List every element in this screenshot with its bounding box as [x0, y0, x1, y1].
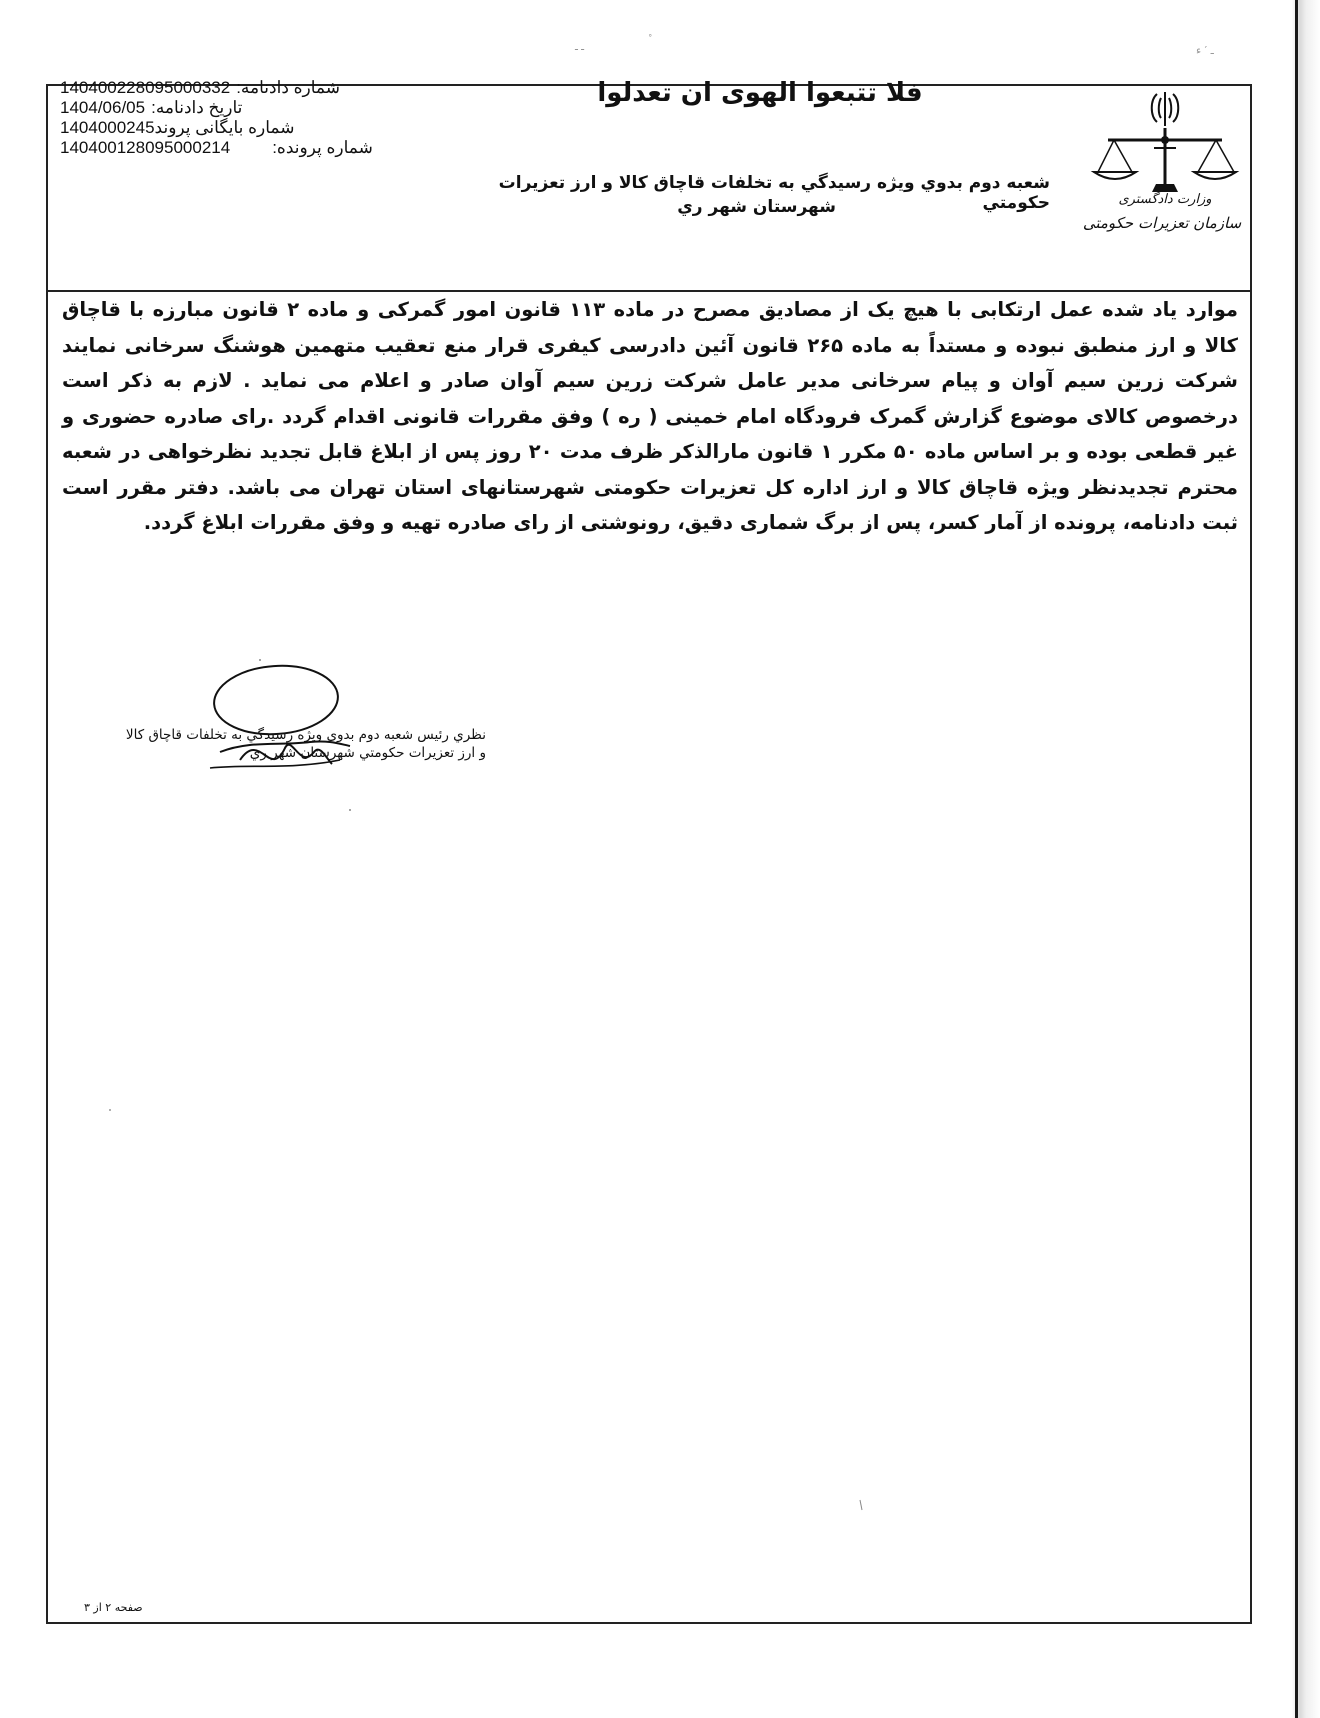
- signature-caption-line1: نظري رئيس شعبه دوم بدوي ويژه رسيدگي به تخلفات قاچاق كالا: [125, 727, 486, 743]
- signature-caption-line2: و ارز تعزيرات حكومتي شهرستان شهر ري: [249, 745, 486, 761]
- verdict-date-label: تاریخ دادنامه:: [151, 98, 243, 117]
- case-number-value: 140400128095000214: [60, 138, 231, 157]
- archive-number-value: 1404000245: [60, 118, 155, 137]
- verdict-number-label: شماره دادنامه:: [236, 78, 340, 97]
- archive-number-label: شماره بایگانی پروند: [154, 118, 295, 137]
- header-motto: فلا تتبعوا الهوى ان تعدلوا: [597, 78, 923, 108]
- verdict-body-paragraph: موارد یاد شده عمل ارتکابی با هیچ یک از مصادیق مصرح در ماده ۱۱۳ قانون امور گمرکی و ماده ۲ قانون مبارزه با قاچاق کالا و ارز منطبق نبوده و مستداً به ماده ۲۶۵ قانون آئین دادرسی کیفری قرار منع تعقیب متهمین هوشنگ سرخانی نمایند شرکت زرین سیم آوان و پیام سرخانی مدیر عامل شرکت زرین سیم آوان صادر و اعلام می نماید . لازم به ذکر است درخصوص کالای موضوع گزارش گمرک فرودگاه امام خمینی ( ره ) وفق مقررات قانونی اقدام گردد .رای صادره حضوری و غیر قطعی بوده و بر اساس ماده ۵۰ مکرر ۱ قانون مارالذکر ظرف مدت ۲۰ روز پس از ابلاغ قابل تجدید نظرخواهی در شعبه محترم تجدیدنظر ویژه قاچاق کالا و ارز اداره کل تعزیرات حکومتی شهرستانهای استان تهران می باشد. دفتر مقرر است ثبت دادنامه، پرونده از آمار کسر، پس از برگ شماری دقیق، رونوشتی از رای صادره تهیه و وفق مقررات ابلاغ گردد.: [62, 298, 1238, 534]
- case-number-row: [60, 138, 480, 158]
- verdict-number-row: [60, 78, 480, 98]
- verdict-date-value: 1404/06/05: [60, 98, 146, 117]
- case-number-label: شماره پرونده:: [272, 138, 373, 157]
- handwritten-signature: [180, 660, 380, 790]
- ministry-name: وزارت دادگستری: [1118, 192, 1212, 207]
- verdict-date-row: [60, 98, 480, 118]
- archive-number-row: [60, 118, 480, 138]
- page-number: صفحه ۲ از ۳: [84, 1601, 143, 1614]
- organization-name: سازمان تعزیرات حکومتی: [1082, 214, 1242, 232]
- case-metadata: [60, 78, 480, 158]
- branch-city: شهرستان شهر ري: [677, 197, 836, 217]
- verdict-number-value: 140400228095000332: [60, 78, 231, 97]
- branch-title: شعبه دوم بدوي ويژه رسيدگي به تخلفات قاچاق كالا و ارز تعزيرات حكومتي: [498, 173, 1050, 213]
- svg-text:ـ ′ ء: ـ ′ ء: [1196, 44, 1214, 57]
- svg-text:˚: ˚: [648, 35, 653, 45]
- scan-edge-line: [1295, 0, 1298, 1718]
- svg-text:ـ ـ: ـ ـ: [575, 42, 585, 53]
